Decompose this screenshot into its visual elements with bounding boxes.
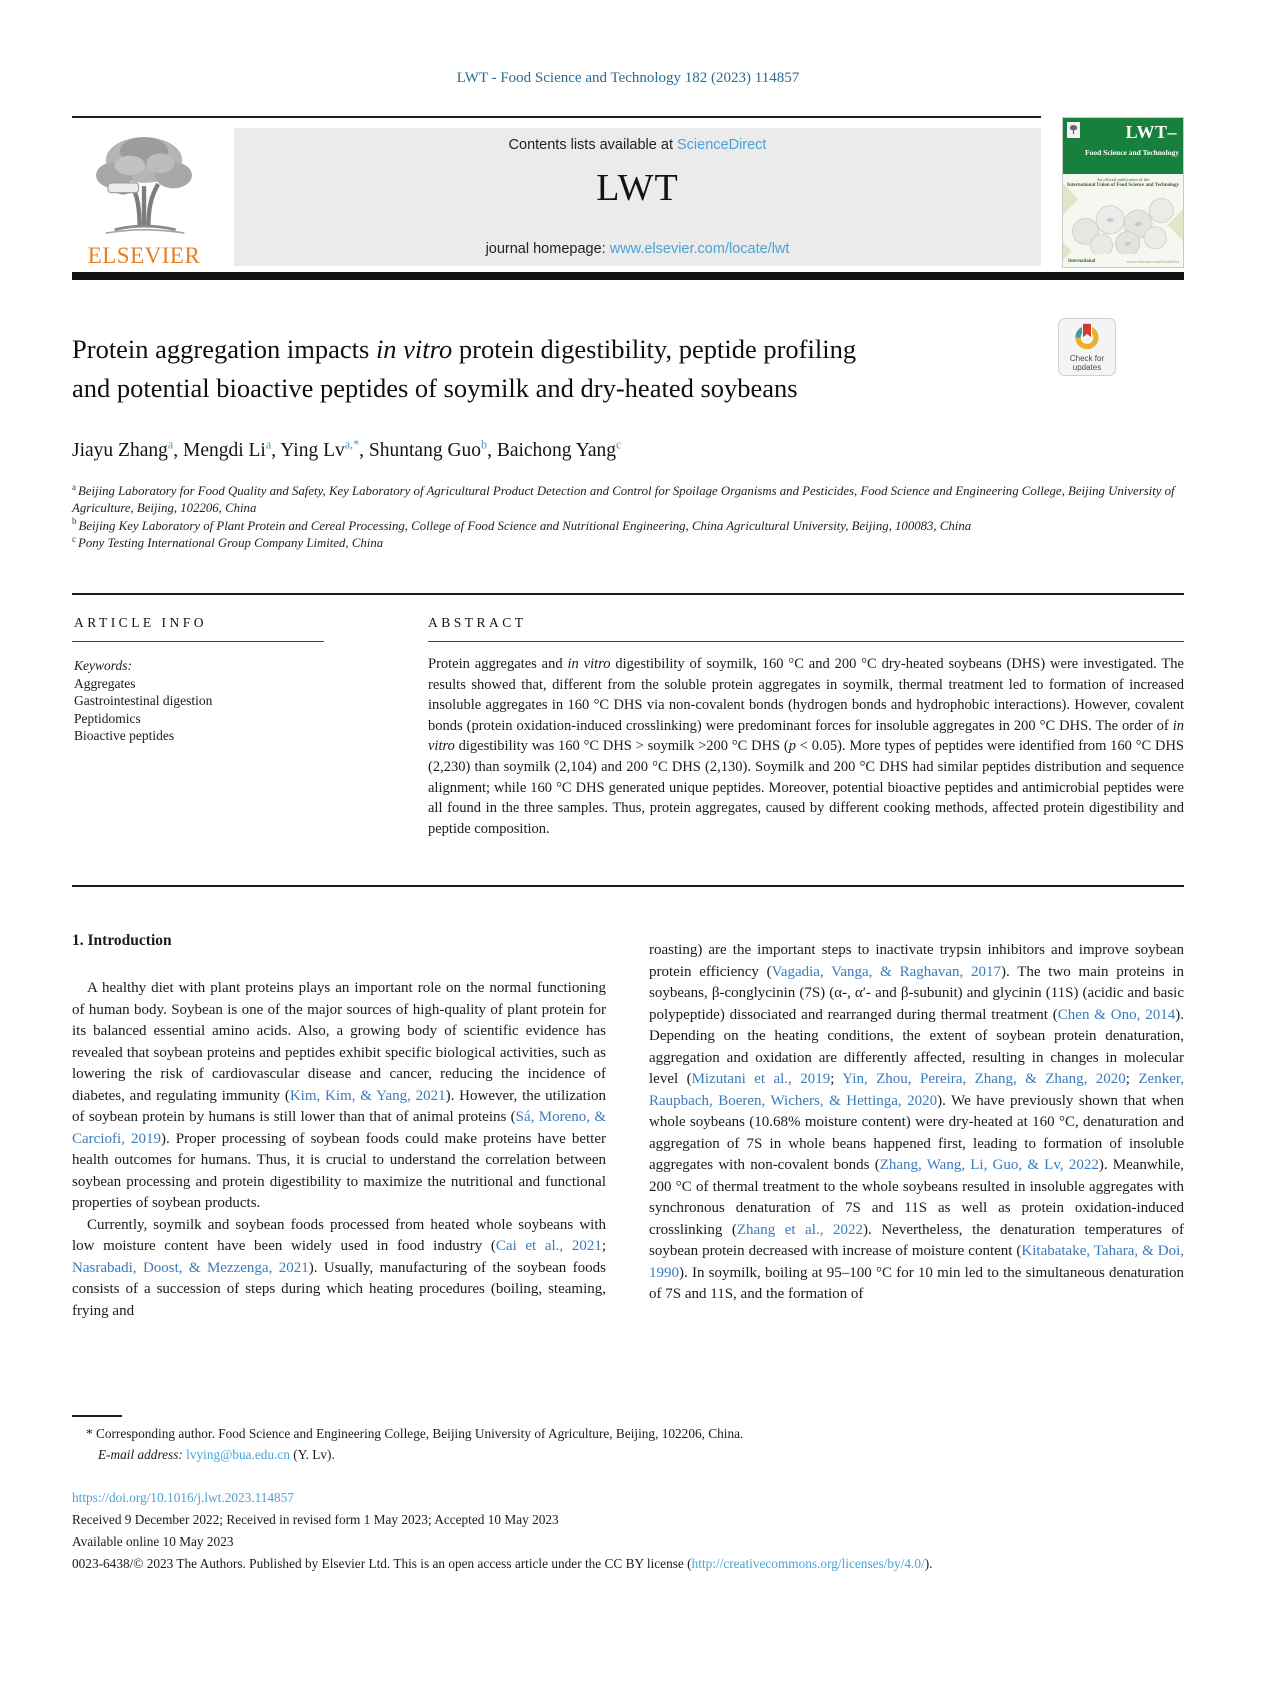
affiliation-text: Beijing Laboratory for Food Quality and Safety, Key Laboratory of Agricultural Product Detection and Control for Spoilage Organisms and Pesticides, Food Science and Engineering College, Beijing University of Agriculture, Beijing, 102206, China [72, 484, 1175, 516]
article-title [72, 330, 1072, 408]
cover-title: LWT– [1125, 122, 1177, 142]
received-dates-line: Received 9 December 2022; Received in revised form 1 May 2023; Accepted 10 May 2023 [72, 1512, 559, 1527]
body-column-left [72, 978, 606, 1322]
running-head-citation: LWT - Food Science and Technology 182 (2023) 114857 [456, 70, 800, 86]
homepage-line [234, 241, 1041, 257]
citation-link[interactable]: Zhang et al., 2022 [736, 1221, 864, 1238]
elsevier-wordmark: ELSEVIER [87, 243, 201, 268]
hyperlink[interactable]: lvying@bua.edu.cn [186, 1447, 290, 1462]
affiliation-b [72, 518, 1184, 535]
affiliation-marker: c [72, 533, 76, 544]
header-top-rule [72, 116, 1041, 118]
hyperlink[interactable]: http://creativecommons.org/licenses/by/4.0/ [691, 1556, 925, 1571]
citation-link[interactable]: Kitabatake, Tahara, & Doi, 1990 [649, 1243, 1184, 1281]
homepage-prefix: journal homepage: [485, 241, 610, 257]
article-title-line2: and potential bioactive peptides of soymilk and dry-heated soybeans [72, 373, 798, 403]
body-paragraph: Currently, soymilk and soybean foods processed from heated whole soybeans with low moisture content have been widely used in food industry (Cai et al., 2021; Nasrabadi, Doost, & Mezzenga, 2021). Usually, manufacturing of the soybean foods consists of a succession of steps during which heating procedures (boiling, steaming, frying and [72, 1216, 607, 1319]
cover-publication-note [1063, 177, 1183, 189]
keyword-item: Gastrointestinal digestion [74, 693, 213, 709]
keywords-label: Keywords: [74, 658, 132, 673]
check-badge-line2: updates [1072, 362, 1102, 372]
affiliation-c [72, 535, 1184, 552]
abstract-paragraph: Protein aggregates and in vitro digestibility of soymilk, 160 °C and 200 °C dry-heated soybeans (DHS) were investigated. The results showed that, different from the soluble protein aggregates in soymilk, thermal treatment led to formation of increased insoluble aggregates in 160 °C DHS via non-covalent bonds (hydrogen bonds and hydrophobic interactions). However, covalent bonds (protein oxidation-induced crosslinking) were predominant forces for insoluble aggregates in 200 °C DHS. The order of in vitro digestibility was 160 °C DHS > soymilk >200 °C DHS (p < 0.05). More types of peptides were identified from 160 °C DHS (2,230) than soymilk (2,104) and 200 °C DHS (2,130). Soymilk and 200 °C DHS had similar peptides distribution and sequence alignment; while 160 °C DHS generated unique peptides. Moreover, potential bioactive peptides and antimicrobial peptides were all found in the three samples. Thus, protein aggregates, caused by different cooking methods, affected protein digestibility and peptide composition. [428, 656, 1184, 837]
affiliation-marker: a [72, 481, 76, 492]
citation-link[interactable]: Chen & Ono, 2014 [1057, 1006, 1176, 1023]
cover-header [1063, 118, 1183, 174]
corresponding-author-note: * Corresponding author. Food Science and Engineering College, Beijing University of Agriculture, Beijing, 102206, China. [86, 1426, 744, 1441]
keyword-item: Aggregates [74, 675, 136, 691]
abstract-heading: ABSTRACT [428, 615, 527, 630]
cover-footer-label: International [1068, 259, 1096, 264]
sciencedirect-link[interactable]: ScienceDirect [677, 137, 767, 153]
journal-banner [234, 128, 1041, 266]
cover-elsevier-mini-logo [1067, 122, 1080, 138]
citation-link[interactable]: Zenker, Raupbach, Boeren, Wichers, & Hettinga, 2020 [649, 1071, 1184, 1109]
masthead-divider-bar [72, 272, 1184, 280]
section-heading-introduction: 1. Introduction [72, 932, 172, 949]
affiliation-a [72, 483, 1184, 518]
check-for-updates-badge[interactable] [1058, 318, 1116, 376]
abstract-rule [428, 641, 1184, 642]
author-list: Jiayu Zhang$^a$, Mengdi Li$^a$, Ying $Lv^{a,*}$, Shuntang Guo$^b$, Baichong Yang$^c$ [72, 437, 622, 461]
article-info-rule [72, 641, 324, 642]
cover-subtitle: Food Science and Technology [1085, 148, 1179, 157]
cover-note-line1: An official publication of the [1096, 177, 1150, 182]
affiliations [72, 483, 1184, 552]
citation-link[interactable]: Zhang, Wang, Li, Guo, & Lv, 2022 [879, 1157, 1099, 1173]
affiliation-marker: b [72, 516, 77, 527]
keywords-block [74, 657, 212, 745]
footnote-rule [72, 1415, 122, 1417]
keyword-item: Bioactive peptides [74, 728, 175, 744]
affiliation-text: Beijing Key Laboratory of Plant Protein and Cereal Processing, College of Food Science and Nutritional Engineering, China Agricultural University, Beijing, 100083, China [78, 518, 972, 533]
article-title-line1: Protein aggregation impacts in vitro protein digestibility, peptide profiling [72, 334, 857, 364]
journal-name: LWT [596, 167, 679, 209]
body-paragraph: roasting) are the important steps to inactivate trypsin inhibitors and improve soybean protein efficiency (Vagadia, Vanga, & Raghavan, 2017). The two main proteins in soybeans, β-conglycinin (7S) (α-, α′- and β-subunit) and glycinin (11S) (acidic and basic polypeptide) dissociated and rearranged during thermal treatment (Chen & Ono, 2014). Depending on the heating conditions, the extent of soybean protein denaturation, aggregation and oxidation are differently affected, resulting in changes in molecular level (Mizutani et al., 2019; Yin, Zhou, Pereira, Zhang, & Zhang, 2020; Zenker, Raupbach, Boeren, Wichers, & Hettinga, 2020). We have previously shown that when whole soybeans (10.68% moisture content) were dry-heated at 160 °C, denaturation and aggregation of 7S in whole beans happened first, leading to formation of insoluble aggregates with non-covalent bonds (Zhang, Wang, Li, Guo, & Lv, 2022). Meanwhile, 200 °C of thermal treatment to the whole soybeans resulted in insoluble aggregates with synchronous denaturation of 7S and 11S as well as protein oxidation-induced crosslinking (Zhang et al., 2022). Nevertheless, the denaturation temperatures of soybean protein decreased with increase of moisture content (Kitabatake, Tahara, & Doi, 1990). In soymilk, boiling at 95–100 °C for 10 min led to the simultaneous denaturation of 7S and 11S, and the formation of [649, 942, 1185, 1302]
journal-cover-thumbnail [1062, 117, 1184, 268]
cover-soybean-art [1063, 196, 1184, 254]
elsevier-tree-icon [84, 227, 204, 244]
doi-link[interactable]: https://doi.org/10.1016/j.lwt.2023.114857 [72, 1490, 294, 1505]
copyright-line: 0023-6438/© 2023 The Authors. Published by Elsevier Ltd. This is an open access article under the CC BY license (http://creativecommons.org/licenses/by/4.0/). [72, 1556, 933, 1571]
check-badge-label [1059, 355, 1115, 372]
info-band-bottom-rule [72, 885, 1184, 887]
contents-prefix: Contents lists available at [508, 137, 677, 153]
citation-link[interactable]: Vagadia, Vanga, & Raghavan, 2017 [771, 963, 1002, 980]
journal-homepage-link[interactable]: www.elsevier.com/locate/lwt [609, 241, 790, 257]
affiliation-text: Pony Testing International Group Company Limited, China [78, 535, 384, 550]
cover-footer-url: www.elsevier.com/locate/lwt [1126, 259, 1179, 264]
article-info-heading: ARTICLE INFO [74, 615, 208, 630]
citation-link[interactable]: Mizutani et al., 2019 [691, 1071, 831, 1087]
contents-line [234, 137, 1041, 153]
citation-link[interactable]: Sá, Moreno, & Carciofi, 2019 [72, 1109, 606, 1147]
citation-link[interactable]: Cai et al., 2021 [495, 1238, 602, 1254]
citation-link[interactable]: Nasrabadi, Doost, & Mezzenga, 2021 [72, 1259, 309, 1276]
crossmark-icon [1072, 338, 1102, 355]
cover-note-line2: International Union of Food Science and Technology [1067, 183, 1179, 188]
available-online-line: Available online 10 May 2023 [72, 1534, 234, 1549]
doi-line [72, 1488, 1184, 1508]
email-note: E-mail address: lvying@bua.edu.cn (Y. Lv). [98, 1447, 335, 1462]
info-band-top-rule [72, 593, 1184, 595]
body-column-right [649, 940, 1184, 1306]
elsevier-logo [74, 128, 214, 268]
citation-link[interactable]: Kim, Kim, & Yang, 2021 [289, 1087, 446, 1104]
body-paragraph: A healthy diet with plant proteins plays an important role on the normal functioning of human body. Soybean is one of the major sources of high-quality of plant protein for its balanced essential amino acids. Also, a growing body of scientific evidence has revealed that soybean proteins and peptides exhibit specific biological activities, such as lowering the risk of cardiovascular disease and cancer, reducing the incidence of diabetes, and regulating immunity (Kim, Kim, & Yang, 2021). However, the utilization of soybean protein by humans is still lower than that of animal proteins (Sá, Moreno, & Carciofi, 2019). Proper processing of soybean foods could make proteins have better health outcomes for humans. Thus, it is crucial to understand the correlation between soybean processing and protein digestibility to maximize the nutritional and functional properties of soybean products. [72, 980, 606, 1211]
keyword-item: Peptidomics [74, 710, 141, 726]
check-badge-line1: Check for [1069, 354, 1105, 363]
citation-link[interactable]: Yin, Zhou, Pereira, Zhang, & Zhang, 2020 [842, 1071, 1126, 1087]
